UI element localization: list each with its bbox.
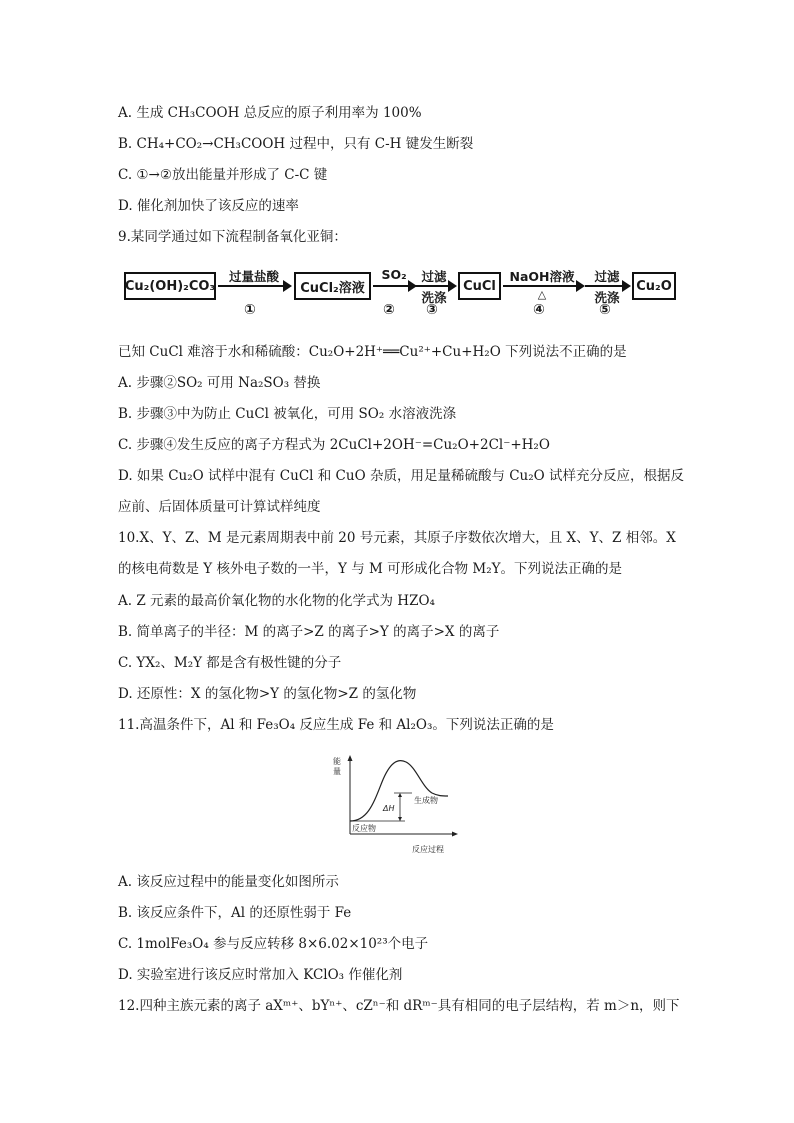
flow-step-5: ⑤ xyxy=(599,302,611,318)
flow-arrow-2-top: SO₂ xyxy=(381,267,407,282)
flow-step-3: ③ xyxy=(426,302,438,318)
flow-arrow-3 xyxy=(415,285,455,287)
q9-option-b: B. 步骤③中为防止 CuCl 被氧化，可用 SO₂ 水溶液洗涤 xyxy=(118,406,457,422)
flow-step-2: ② xyxy=(383,302,395,318)
q10-option-a: A. Z 元素的最高价氧化物的水化物的化学式为 HZO₄ xyxy=(118,593,435,609)
flow-arrow-4-bottom: △ xyxy=(537,288,547,301)
q11-energy-diagram xyxy=(330,752,480,857)
x-axis-arrow xyxy=(452,832,458,837)
q10-option-d: D. 还原性：X 的氢化物>Y 的氢化物>Z 的氢化物 xyxy=(118,686,417,702)
flow-arrow-5 xyxy=(585,285,629,287)
flow-arrow-4-top: NaOH溶液 xyxy=(509,269,575,284)
q10-stem-line1: 10.X、Y、Z、M 是元素周期表中前 20 号元素，其原子序数依次增大，且 X、Y、Z 相邻。X xyxy=(118,530,676,546)
q12-stem: 12.四种主族元素的离子 aXᵐ⁺、bYⁿ⁺、cZⁿ⁻和 dRᵐ⁻具有相同的电子层结构，若 m＞n，则下 xyxy=(118,998,680,1014)
flow-arrow-1 xyxy=(218,285,290,287)
flow-arrow-3-top: 过滤 xyxy=(421,269,447,284)
q9-option-c: C. 步骤④发生反应的离子方程式为 2CuCl+2OH⁻=Cu₂O+2Cl⁻+H₂O xyxy=(118,437,550,453)
q9-stem: 9.某同学通过如下流程制备氧化亚铜： xyxy=(118,229,347,245)
flow-box-2: CuCl₂溶液 xyxy=(294,272,371,300)
q9-option-d-line1: D. 如果 Cu₂O 试样中混有 CuCl 和 CuO 杂质，用足量稀硫酸与 Cu₂O 试样充分反应，根据反 xyxy=(118,468,685,484)
dh-arrow-head-up xyxy=(398,793,402,797)
dh-label: ΔH xyxy=(383,804,395,813)
q8-option-b: B. CH₄+CO₂→CH₃COOH 过程中，只有 C-H 键发生断裂 xyxy=(118,136,474,152)
q11-option-a: A. 该反应过程中的能量变化如图所示 xyxy=(118,874,339,890)
y-label-2: 量 xyxy=(333,767,341,776)
q11-stem: 11.高温条件下，Al 和 Fe₃O₄ 反应生成 Fe 和 Al₂O₃。下列说法正确的是 xyxy=(118,717,554,733)
flow-arrow-5-top: 过滤 xyxy=(594,269,620,284)
flow-arrow-3-bottom: 洗涤 xyxy=(421,290,447,305)
q11-option-c: C. 1molFe₃O₄ 参与反应转移 8×6.02×10²³个电子 xyxy=(118,936,429,952)
q8-option-c: C. ①→②放出能量并形成了 C-C 键 xyxy=(118,167,328,183)
x-label: 反应过程 xyxy=(412,845,444,854)
flow-arrow-1-top: 过量盐酸 xyxy=(228,269,279,284)
energy-curve xyxy=(350,761,448,821)
q8-option-d: D. 催化剂加快了该反应的速率 xyxy=(118,198,299,214)
flow-box-1: Cu₂(OH)₂CO₃ xyxy=(124,272,216,300)
reactant-label: 反应物 xyxy=(352,824,376,833)
flow-box-3: CuCl xyxy=(458,272,501,300)
flow-arrow-5-bottom: 洗涤 xyxy=(594,290,620,305)
q9-option-a: A. 步骤②SO₂ 可用 Na₂SO₃ 替换 xyxy=(118,375,321,391)
q9-option-d-line2: 应前、后固体质量可计算试样纯度 xyxy=(118,499,321,515)
flow-arrow-2 xyxy=(373,285,415,287)
q10-option-c: C. YX₂、M₂Y 都是含有极性键的分子 xyxy=(118,655,342,671)
q11-option-d: D. 实验室进行该反应时常加入 KClO₃ 作催化剂 xyxy=(118,967,403,983)
q10-stem-line2: 的核电荷数是 Y 核外电子数的一半，Y 与 M 可形成化合物 M₂Y。下列说法正确的是 xyxy=(118,561,623,577)
flow-box-4: Cu₂O xyxy=(632,272,676,300)
q9-flow-chart xyxy=(124,266,676,322)
q9-known: 已知 CuCl 难溶于水和稀硫酸：Cu₂O+2H⁺══Cu²⁺+Cu+H₂O 下列说法不正确的是 xyxy=(118,344,627,360)
q11-option-b: B. 该反应条件下，Al 的还原性弱于 Fe xyxy=(118,905,352,921)
y-axis-arrow xyxy=(348,755,353,761)
flow-step-1: ① xyxy=(244,302,256,318)
q8-option-a: A. 生成 CH₃COOH 总反应的原子利用率为 100% xyxy=(118,105,422,121)
flow-step-4: ④ xyxy=(533,302,545,318)
y-label-1: 能 xyxy=(333,757,341,766)
dh-arrow-head-down xyxy=(398,817,402,821)
product-label: 生成物 xyxy=(414,796,438,805)
flow-arrow-4 xyxy=(503,285,583,287)
q10-option-b: B. 简单离子的半径：M 的离子>Z 的离子>Y 的离子>X 的离子 xyxy=(118,624,500,640)
